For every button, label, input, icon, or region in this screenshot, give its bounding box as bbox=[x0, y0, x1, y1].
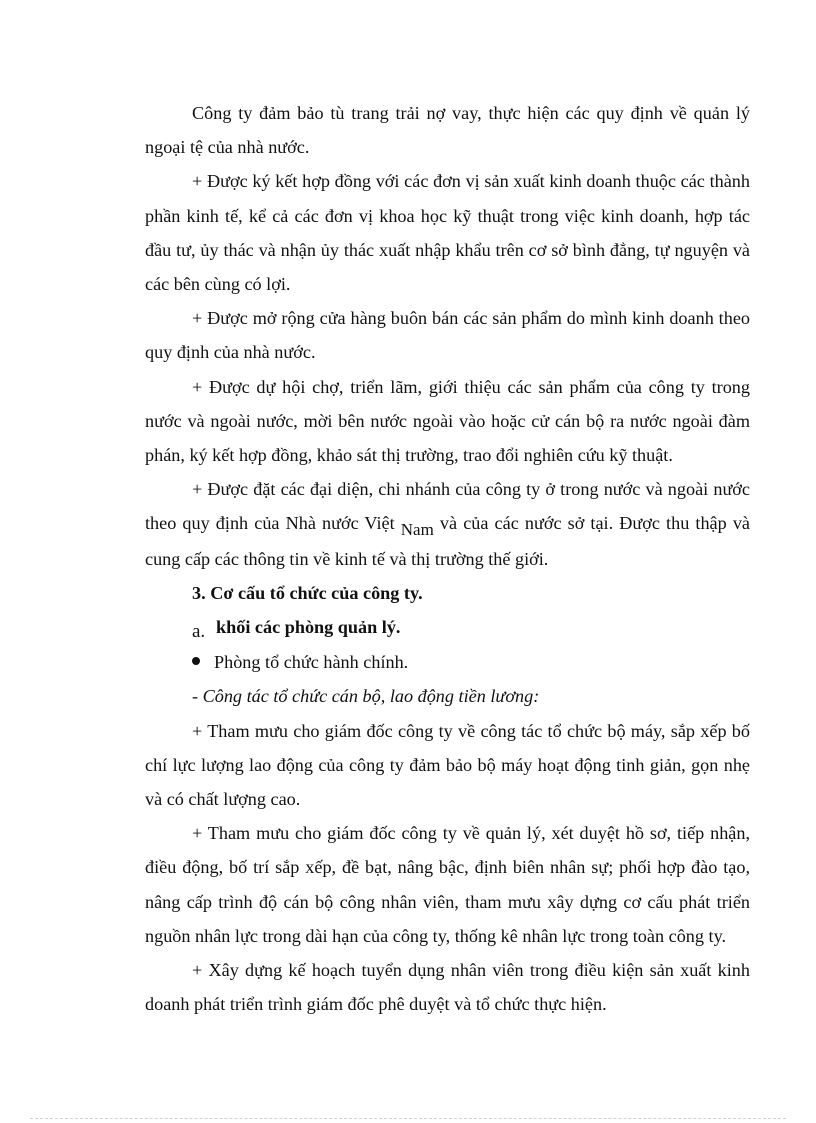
paragraph-text-end: và của các nước sở tại. Được thu thập và cung cấp các thông tin về kinh tế và thị trường thế giới. bbox=[145, 513, 750, 569]
paragraph-contract-signing: + Được ký kết hợp đồng với các đơn vị sản xuất kinh doanh thuộc các thành phần kinh tế, kể cả các đơn vị khoa học kỹ thuật trong việc kinh doanh, hợp tác đầu tư, ủy thác và nhận ủy thác xuất nhập khẩu trên cơ sở bình đẳng, tự nguyện và các bên cùng có lợi. bbox=[145, 171, 750, 295]
bullet-text: Phòng tổ chức hành chính. bbox=[214, 652, 409, 673]
paragraph-store-expansion: + Được mở rộng cửa hàng buôn bán các sản phẩm do mình kinh doanh theo quy định của nhà nước. bbox=[145, 308, 750, 363]
page-bottom-divider bbox=[30, 1118, 786, 1119]
paragraph-trade-fairs: + Được dự hội chợ, triển lãm, giới thiệu các sản phẩm của công ty trong nước và ngoài nước, mời bên nước ngoài vào hoặc cử cán bộ ra nước ngoài đàm phán, ký kết hợp đồng, khảo sát thị trường, trao đổi nghiên cứu kỹ thuật. bbox=[145, 376, 750, 466]
italic-subtitle: - Công tác tổ chức cán bộ, lao động tiền lương: bbox=[192, 686, 540, 707]
paragraph-recruitment-plan: + Xây dựng kế hoạch tuyển dụng nhân viên trong điều kiện sản xuất kinh doanh phát triển trình giám đốc phê duyệt và tổ chức thực hiện. bbox=[145, 960, 750, 1015]
paragraph-representative-offices bbox=[145, 472, 750, 576]
document-page bbox=[145, 96, 750, 1021]
paragraph-organization-advice: + Tham mưu cho giám đốc công ty về công tác tổ chức bộ máy, sắp xếp bố chí lực lượng lao động của công ty đảm bảo bộ máy hoạt động tinh giản, gọn nhẹ và có chất lượng cao. bbox=[145, 720, 750, 810]
paragraph-text-start: + Được đặt các đại diện, chi nhánh của công ty ở trong nước và ngoài nước theo quy định của Nhà nước Việt bbox=[145, 479, 750, 534]
paragraph-personnel-management: + Tham mưu cho giám đốc công ty về quản lý, xét duyệt hồ sơ, tiếp nhận, điều động, bố trí sắp xếp, đề bạt, nâng bậc, định biên nhân sự; phối hợp đào tạo, nâng cấp trình độ cán bộ công nhân viên, tham mưu xây dựng cơ cấu phát triển nguồn nhân lực trong dài hạn của công ty, thống kê nhân lực trong toàn công ty. bbox=[145, 823, 750, 946]
bullet-icon bbox=[192, 657, 200, 665]
paragraph-debt-repayment: Công ty đảm bảo tù trang trải nợ vay, thực hiện các quy định về quản lý ngoại tệ của nhà nước. bbox=[145, 103, 750, 158]
subsection-title: khối các phòng quản lý. bbox=[216, 617, 401, 638]
subsection-heading bbox=[145, 610, 750, 645]
subsection-marker: a. bbox=[192, 621, 206, 643]
country-word: Nam bbox=[400, 520, 434, 540]
section-heading: 3. Cơ cấu tổ chức của công ty. bbox=[192, 582, 423, 603]
bullet-item bbox=[145, 645, 750, 679]
